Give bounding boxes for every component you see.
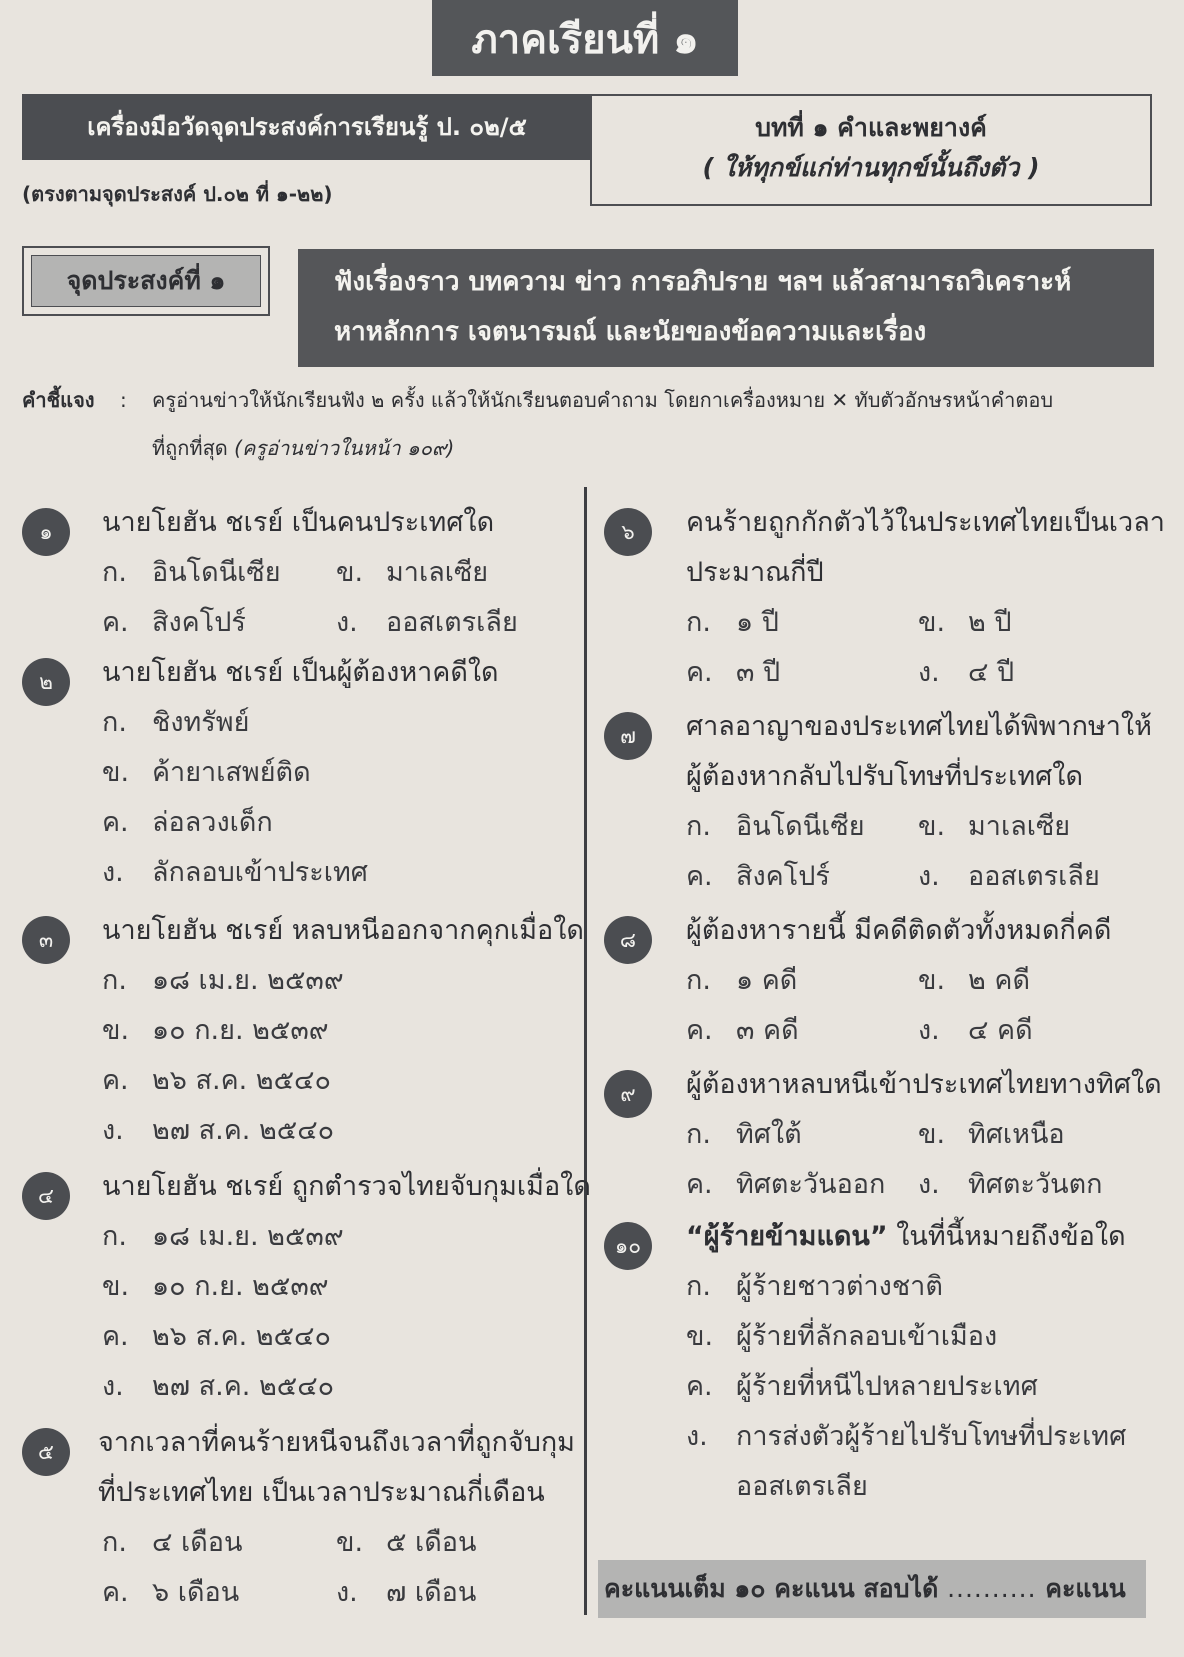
option-text: มาเลเซีย [386, 557, 489, 588]
option-text: ๒๖ ส.ค. ๒๕๔๐ [152, 1065, 331, 1096]
option-d[interactable] [102, 848, 368, 898]
option-text: ๑๘ เม.ย. ๒๕๓๙ [152, 965, 344, 996]
option-text: ล่อลวงเด็ก [152, 807, 273, 838]
option-text: ๔ ปี [968, 657, 1015, 688]
question-number-badge: ๕ [22, 1428, 70, 1476]
option-text: ๓ คดี [736, 1015, 799, 1046]
option-key: ข. [918, 965, 946, 996]
option-b[interactable] [336, 548, 488, 598]
option-key: ข. [686, 1321, 714, 1352]
option-c[interactable] [102, 1568, 239, 1618]
option-key: ค. [102, 1577, 129, 1608]
option-text: ๖ เดือน [152, 1577, 240, 1608]
option-d-continuation: ออสเตรเลีย [736, 1471, 868, 1502]
option-key: ค. [102, 1065, 129, 1096]
option-a[interactable] [102, 1518, 242, 1568]
instructions-colon: : [120, 388, 127, 412]
option-text: ค้ายาเสพย์ติด [152, 757, 311, 788]
option-key: ข. [336, 557, 364, 588]
objective-description-line: หาหลักการ เจตนารมณ์ และนัยของข้อความและเรื่อง [334, 317, 927, 347]
option-text: ผู้ร้ายชาวต่างชาติ [736, 1271, 943, 1302]
option-key: ก. [686, 607, 711, 638]
lesson-subtitle: ( ให้ทุกข์แก่ท่านทุกข์นั้นถึงตัว ) [702, 153, 1040, 182]
option-text: ผู้ร้ายที่ลักลอบเข้าเมือง [736, 1321, 998, 1352]
option-a[interactable] [686, 598, 779, 648]
option-key: ค. [686, 1371, 713, 1402]
option-key: ก. [686, 1271, 711, 1302]
option-key: ก. [102, 965, 127, 996]
question-number-badge: ๒ [22, 658, 70, 706]
question-text [686, 1212, 1126, 1262]
option-d[interactable] [102, 1106, 334, 1156]
option-c[interactable] [102, 1056, 331, 1106]
question-text: ผู้ต้องหากลับไปรับโทษที่ประเทศใด [686, 761, 1084, 792]
option-text: ๕ เดือน [386, 1527, 477, 1558]
instructions-text [152, 376, 1164, 472]
score-bar [598, 1560, 1146, 1618]
option-a[interactable] [686, 802, 865, 852]
option-key: ก. [686, 1119, 711, 1150]
option-text: ผู้ร้ายที่หนีไปหลายประเทศ [736, 1371, 1038, 1402]
question-text: นายโยฮัน ชเรย์ เป็นคนประเทศใด [102, 507, 495, 538]
question-text-rest: ในที่นี้หมายถึงข้อใด [896, 1221, 1126, 1252]
option-text: ๑ คดี [736, 965, 798, 996]
lesson-title: บทที่ ๑ คำและพยางค์ [755, 113, 987, 142]
option-text: ทิศตะวันตก [968, 1169, 1103, 1200]
question-text: ผู้ต้องหารายนี้ มีคดีติดตัวทั้งหมดกี่คดี [686, 915, 1112, 946]
option-b[interactable] [918, 1110, 1065, 1160]
option-d[interactable] [686, 1412, 1126, 1462]
option-key: ง. [102, 1115, 124, 1146]
option-text: ๒ คดี [968, 965, 1030, 996]
question-text: ที่ประเทศไทย เป็นเวลาประมาณกี่เดือน [98, 1477, 545, 1508]
option-text: ทิศตะวันออก [736, 1169, 886, 1200]
option-key: ง. [336, 1577, 358, 1608]
option-text: อินโดนีเซีย [736, 811, 865, 842]
option-text: ๒๗ ส.ค. ๒๕๔๐ [152, 1115, 335, 1146]
option-text: ๔ คดี [968, 1015, 1033, 1046]
option-key: ค. [686, 861, 713, 892]
option-text: ๒๖ ส.ค. ๒๕๔๐ [152, 1321, 331, 1352]
option-text: ๔ เดือน [152, 1527, 243, 1558]
question-number-badge: ๑๐ [604, 1222, 652, 1270]
option-c[interactable] [686, 852, 830, 902]
option-text: ๑๐ ก.ย. ๒๕๓๙ [152, 1271, 329, 1302]
question-text: ผู้ต้องหาหลบหนีเข้าประเทศไทยทางทิศใด [686, 1069, 1162, 1100]
option-key: ก. [102, 1527, 127, 1558]
option-key: ก. [102, 557, 127, 588]
option-text: ๒ ปี [968, 607, 1012, 638]
option-text: สิงคโปร์ [736, 861, 830, 892]
objective-description [298, 249, 1154, 367]
score-unit: คะแนน [1045, 1574, 1126, 1603]
option-key: ข. [918, 811, 946, 842]
question-number-badge: ๖ [604, 508, 652, 556]
option-c[interactable] [686, 1006, 799, 1056]
question-text: ประมาณกี่ปี [686, 557, 824, 588]
option-key: ค. [686, 1015, 713, 1046]
question-number-badge: ๔ [22, 1172, 70, 1220]
option-key: ข. [102, 1015, 130, 1046]
option-key: ค. [686, 657, 713, 688]
term-title: ภาคเรียนที่ ๑ [432, 0, 738, 76]
lesson-title-box [590, 94, 1152, 206]
option-key: ก. [102, 1221, 127, 1252]
instructions-label: คำชี้แจง [22, 388, 95, 412]
option-key: ข. [336, 1527, 364, 1558]
option-key: ง. [102, 1371, 124, 1402]
question-number-badge: ๘ [604, 916, 652, 964]
question-text: นายโยฮัน ชเรย์ ถูกตำรวจไทยจับกุมเมื่อใด [102, 1171, 591, 1202]
option-b[interactable] [102, 748, 311, 798]
question-text: นายโยฮัน ชเรย์ เป็นผู้ต้องหาคดีใด [102, 657, 499, 688]
option-b[interactable] [918, 956, 1030, 1006]
option-d[interactable] [102, 1362, 334, 1412]
option-text: ลักลอบเข้าประเทศ [152, 857, 368, 888]
option-c[interactable] [102, 1312, 331, 1362]
objective-description-line: ฟังเรื่องราว บทความ ข่าว การอภิปราย ฯลฯ แล้วสามารถวิเคราะห์ [334, 267, 1072, 297]
option-key: ง. [918, 861, 940, 892]
option-a[interactable] [102, 956, 344, 1006]
option-key: ง. [918, 657, 940, 688]
option-c[interactable] [686, 648, 780, 698]
question-text: จากเวลาที่คนร้ายหนีจนถึงเวลาที่ถูกจับกุม [98, 1427, 575, 1458]
option-key: ง. [102, 857, 124, 888]
option-a[interactable] [686, 956, 797, 1006]
option-text: ๑๐ ก.ย. ๒๕๓๙ [152, 1015, 329, 1046]
option-d[interactable] [918, 648, 1014, 698]
option-text: ๓ ปี [736, 657, 781, 688]
option-text: สิงคโปร์ [152, 607, 246, 638]
score-blank[interactable]: .......... [947, 1574, 1037, 1603]
option-key: ค. [102, 607, 129, 638]
instructions-line-text: ที่ถูกที่สุด [152, 436, 228, 460]
option-key: ข. [102, 757, 130, 788]
option-text: ทิศเหนือ [968, 1119, 1065, 1150]
option-c[interactable] [102, 598, 246, 648]
option-text: การส่งตัวผู้ร้ายไปรับโทษที่ประเทศ [736, 1421, 1127, 1452]
option-key: ก. [102, 707, 127, 738]
option-key: ข. [102, 1271, 130, 1302]
column-divider [584, 487, 587, 1615]
question-emphasis: “ผู้ร้ายข้ามแดน” [686, 1221, 888, 1252]
option-key: ง. [686, 1421, 708, 1452]
option-text: มาเลเซีย [968, 811, 1071, 842]
option-d[interactable] [918, 1160, 1102, 1210]
question-number-badge: ๙ [604, 1070, 652, 1118]
option-b[interactable] [918, 802, 1070, 852]
option-text: ชิงทรัพย์ [152, 707, 250, 738]
option-b[interactable] [336, 1518, 476, 1568]
score-label: คะแนนเต็ม ๑๐ คะแนน สอบได้ [604, 1574, 939, 1603]
option-c[interactable] [102, 798, 273, 848]
question-number-badge: ๓ [22, 916, 70, 964]
option-key: ค. [102, 1321, 129, 1352]
option-d[interactable] [918, 1006, 1033, 1056]
question-number-badge: ๑ [22, 508, 70, 556]
option-b[interactable] [918, 598, 1012, 648]
instructions-hint: (ครูอ่านข่าวในหน้า ๑๐๙) [234, 436, 455, 460]
option-a[interactable] [102, 548, 281, 598]
option-d[interactable] [918, 852, 1100, 902]
option-b[interactable] [102, 1262, 329, 1312]
option-text: อินโดนีเซีย [152, 557, 281, 588]
option-key: ก. [686, 811, 711, 842]
assessment-tool-title: เครื่องมือวัดจุดประสงค์การเรียนรู้ ป. ๐๒/๕ [22, 94, 592, 160]
option-a[interactable] [686, 1110, 802, 1160]
option-key: ค. [102, 807, 129, 838]
question-text: ศาลอาญาของประเทศไทยได้พิพากษาให้ [686, 711, 1152, 742]
instructions-line: ครูอ่านข่าวให้นักเรียนฟัง ๒ ครั้ง แล้วให้นักเรียนตอบคำถาม โดยกาเครื่องหมาย ✕ ทับตัวอักษรหน้าคำตอบ [152, 388, 1054, 412]
option-b[interactable] [686, 1312, 997, 1362]
option-key: ข. [918, 607, 946, 638]
option-d[interactable] [336, 1568, 476, 1618]
option-text: ออสเตรเลีย [386, 607, 518, 638]
option-d[interactable] [336, 598, 518, 648]
option-text: ๒๗ ส.ค. ๒๕๔๐ [152, 1371, 335, 1402]
option-key: ข. [918, 1119, 946, 1150]
question-text: นายโยฮัน ชเรย์ หลบหนีออกจากคุกเมื่อใด [102, 915, 584, 946]
option-text: ทิศใต้ [736, 1119, 802, 1150]
option-key: ง. [336, 607, 358, 638]
option-key: ง. [918, 1169, 940, 1200]
instructions-line [152, 424, 1164, 472]
option-a[interactable] [102, 1212, 344, 1262]
option-key: ค. [686, 1169, 713, 1200]
objective-match-note: (ตรงตามจุดประสงค์ ป.๐๒ ที่ ๑-๒๒) [22, 182, 333, 206]
question-text: คนร้ายถูกกักตัวไว้ในประเทศไทยเป็นเวลา [686, 507, 1165, 538]
option-key: ก. [686, 965, 711, 996]
option-a[interactable] [686, 1262, 943, 1312]
objective-label: จุดประสงค์ที่ ๑ [31, 255, 261, 307]
option-text: ออสเตรเลีย [968, 861, 1100, 892]
question-number-badge: ๗ [604, 712, 652, 760]
option-c[interactable] [686, 1362, 1038, 1412]
option-b[interactable] [102, 1006, 329, 1056]
option-text: ๑ ปี [736, 607, 779, 638]
objective-label-box [22, 246, 270, 316]
option-a[interactable] [102, 698, 249, 748]
option-text: ๑๘ เม.ย. ๒๕๓๙ [152, 1221, 344, 1252]
option-c[interactable] [686, 1160, 885, 1210]
option-text: ๗ เดือน [386, 1577, 477, 1608]
option-key: ง. [918, 1015, 940, 1046]
